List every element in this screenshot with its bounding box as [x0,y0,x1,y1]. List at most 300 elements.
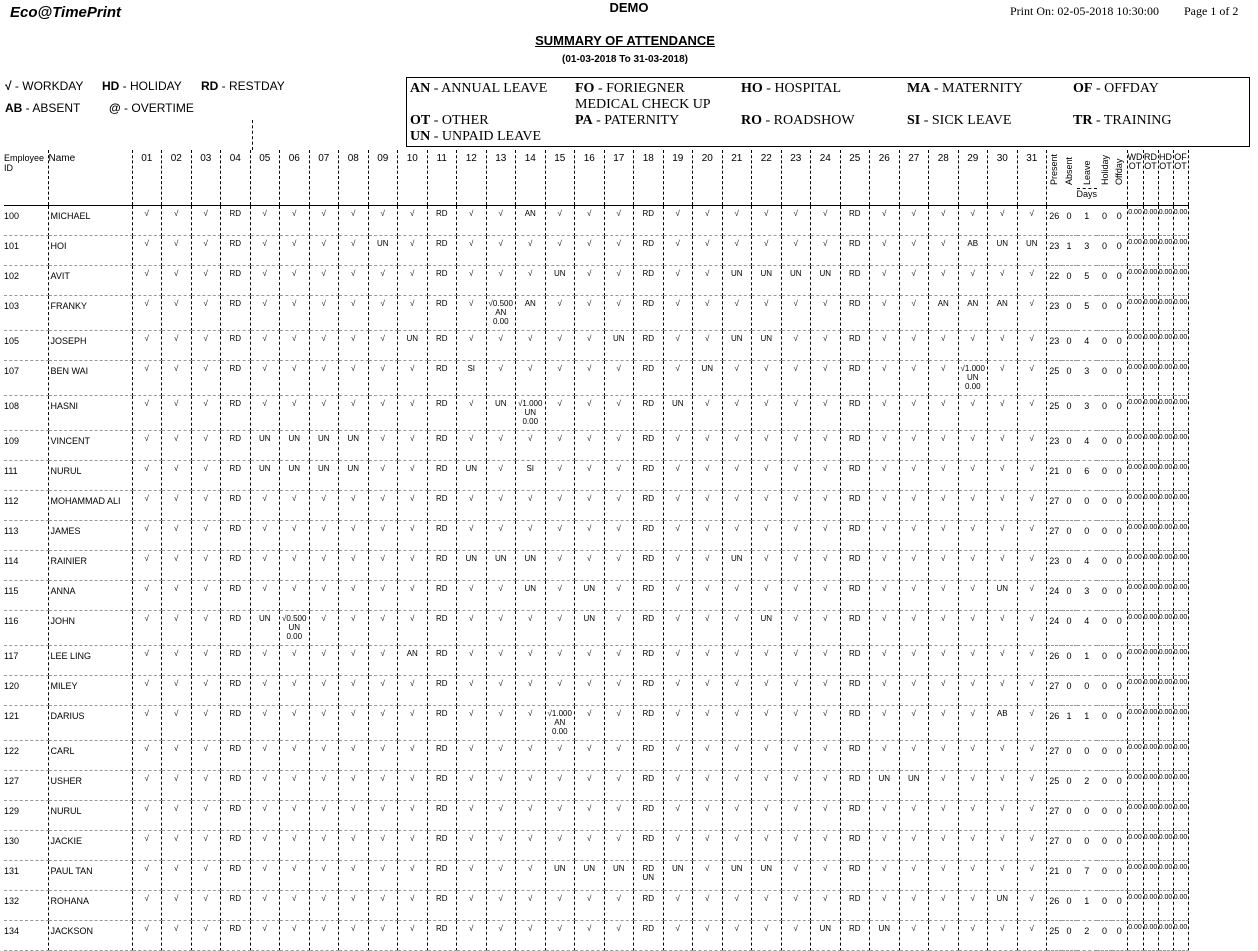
attendance-cell: UN [250,431,280,461]
attendance-cell: √ [339,646,369,676]
attendance-cell: UN [604,861,634,891]
attendance-cell: √ [722,741,752,771]
attendance-cell: RD [221,266,251,296]
employee-id: 132 [4,891,48,921]
attendance-cell: √ [457,331,487,361]
attendance-cell: √ [663,611,693,646]
ot-value: 0.00 [1127,676,1143,706]
attendance-cell: √ [781,296,811,331]
attendance-cell: RD [634,206,664,236]
table-row [4,646,1188,676]
attendance-cell: √ [752,361,782,396]
attendance-cell: UN [722,266,752,296]
attendance-cell: RD [840,461,870,491]
attendance-cell: √ [516,741,546,771]
table-row [4,676,1188,706]
attendance-cell: √ [250,396,280,431]
attendance-cell: √ [132,741,162,771]
attendance-cell: √ [280,891,310,921]
attendance-cell: √ [132,266,162,296]
attendance-cell: √ [899,296,929,331]
attendance-cell: √ [722,361,752,396]
attendance-cell: RD [840,921,870,951]
summary-value: 0 [1112,396,1127,431]
attendance-cell: √ [693,296,723,331]
attendance-cell: √ [339,236,369,266]
summary-value: 0 [1097,921,1112,951]
attendance-cell: √ [958,646,988,676]
attendance-cell: √ [958,831,988,861]
attendance-cell: √ [545,431,575,461]
attendance-cell: √ [575,296,605,331]
attendance-cell: √ [1017,921,1047,951]
attendance-cell: √ [575,206,605,236]
ot-value: 0.00 [1127,861,1143,891]
table-row [4,581,1188,611]
attendance-cell: √ [191,331,221,361]
ot-value: 0.00 [1127,611,1143,646]
summary-value: 0 [1077,521,1098,551]
attendance-cell: RD [427,206,457,236]
summary-value: 5 [1077,296,1098,331]
attendance-cell: AB [988,706,1018,741]
summary-value: 0 [1062,611,1077,646]
attendance-cell: √ [722,706,752,741]
attendance-cell: √ [693,581,723,611]
attendance-cell: √ [870,491,900,521]
summary-value: 0 [1097,206,1112,236]
header-summary-label: Offday [1114,158,1125,185]
attendance-cell: √ [398,396,428,431]
attendance-cell: √ [250,706,280,741]
attendance-cell: √ [191,921,221,951]
attendance-cell: √ [162,831,192,861]
attendance-cell: √ [781,741,811,771]
attendance-cell: √ [545,646,575,676]
attendance-cell: √ [604,521,634,551]
attendance-cell: √ [870,676,900,706]
employee-name: DARIUS [48,706,132,741]
employee-name: FRANKY [48,296,132,331]
attendance-cell: RD [840,771,870,801]
attendance-cell: √ [870,831,900,861]
attendance-cell: √ [899,361,929,396]
attendance-cell: RD [221,861,251,891]
attendance-cell: √ [752,676,782,706]
attendance-cell: √ [191,296,221,331]
header-day: 21 [722,150,752,206]
attendance-cell: √ [486,891,516,921]
attendance-cell: √ [722,206,752,236]
employee-name: PAUL TAN [48,861,132,891]
summary-value: 0 [1077,801,1098,831]
ot-value: 0.00 [1127,431,1143,461]
attendance-cell: √ [693,551,723,581]
header-day: 10 [398,150,428,206]
attendance-cell: AB [958,236,988,266]
attendance-cell: √ [368,741,398,771]
attendance-cell: √ [368,551,398,581]
attendance-cell: √ [191,361,221,396]
attendance-cell: √ [575,676,605,706]
attendance-cell: √ [811,831,841,861]
attendance-cell: RD [427,551,457,581]
attendance-cell: √ [722,296,752,331]
attendance-cell: RD [634,361,664,396]
attendance-cell: √ [988,521,1018,551]
attendance-cell: √ [309,521,339,551]
attendance-cell: √ [486,431,516,461]
attendance-cell: √1.000 AN 0.00 [545,706,575,741]
summary-value: 0 [1112,491,1127,521]
attendance-cell: √ [604,461,634,491]
attendance-cell: √ [516,331,546,361]
attendance-cell: UN [339,431,369,461]
attendance-cell: √ [191,551,221,581]
summary-value: 1 [1062,706,1077,741]
summary-value: 0 [1062,831,1077,861]
attendance-cell: √ [781,491,811,521]
attendance-cell: √ [752,921,782,951]
attendance-cell: √ [457,646,487,676]
summary-value: 24 [1047,611,1062,646]
summary-value: 26 [1047,706,1062,741]
attendance-cell: UN [988,581,1018,611]
attendance-cell: √ [1017,361,1047,396]
attendance-cell: √ [781,461,811,491]
attendance-cell: √ [722,521,752,551]
attendance-cell: √ [781,611,811,646]
employee-name: MILEY [48,676,132,706]
attendance-cell: √ [781,431,811,461]
attendance-cell: √ [1017,431,1047,461]
attendance-cell: √ [250,266,280,296]
attendance-cell: √ [516,236,546,266]
attendance-cell: UN [250,611,280,646]
attendance-cell: √ [309,611,339,646]
employee-id: 115 [4,581,48,611]
attendance-cell: RD [634,461,664,491]
attendance-cell: √ [988,741,1018,771]
attendance-cell: √ [781,771,811,801]
attendance-cell: √ [1017,706,1047,741]
attendance-cell: √ [162,646,192,676]
attendance-cell: RD [427,741,457,771]
attendance-cell: √ [693,646,723,676]
attendance-cell: √ [457,771,487,801]
header-day: 05 [250,150,280,206]
summary-value: 0 [1062,551,1077,581]
attendance-cell: √ [516,646,546,676]
attendance-cell: RD [221,831,251,861]
attendance-cell: √ [309,921,339,951]
separator-line [252,120,253,150]
summary-value: 26 [1047,646,1062,676]
summary-value: 3 [1077,396,1098,431]
attendance-cell: √ [604,206,634,236]
leave-type-legend [406,77,1250,147]
summary-value: 0 [1112,236,1127,266]
attendance-cell: √ [545,891,575,921]
attendance-cell: RD [221,331,251,361]
attendance-cell: √ [752,741,782,771]
ot-value: 0.00 [1143,676,1158,706]
table-row [4,891,1188,921]
attendance-cell: √ [1017,331,1047,361]
leave-type-si: SI - SICK LEAVE [907,113,1012,128]
attendance-cell: √ [368,296,398,331]
summary-value: 0 [1062,431,1077,461]
attendance-cell: RD [221,206,251,236]
employee-id: 113 [4,521,48,551]
attendance-cell: RD [840,581,870,611]
attendance-cell: √ [457,396,487,431]
summary-value: 25 [1047,396,1062,431]
attendance-cell: UN [575,581,605,611]
attendance-cell: √ [545,361,575,396]
attendance-cell: √ [398,741,428,771]
leave-type-un: UN - UNPAID LEAVE [410,129,542,144]
ot-value: 0.00 [1158,396,1173,431]
attendance-cell: RD [634,491,664,521]
attendance-cell: √ [339,521,369,551]
attendance-cell: √ [781,706,811,741]
attendance-cell: √ [693,611,723,646]
attendance-cell: √ [958,706,988,741]
summary-value: 1 [1062,236,1077,266]
print-timestamp: Print On: 02-05-2018 10:30:00 [1010,4,1159,18]
summary-value: 27 [1047,831,1062,861]
ot-value: 0.00 [1173,861,1188,891]
attendance-cell: RD [221,521,251,551]
attendance-cell: RD [221,491,251,521]
attendance-cell: RD [221,646,251,676]
attendance-cell: √ [958,611,988,646]
attendance-cell: √ [899,331,929,361]
attendance-cell: √ [899,431,929,461]
attendance-cell: √ [162,296,192,331]
attendance-cell: √ [1017,801,1047,831]
attendance-cell: √ [280,581,310,611]
attendance-cell: UN [516,581,546,611]
attendance-cell: √ [368,921,398,951]
attendance-cell: √ [486,266,516,296]
attendance-cell: √ [368,581,398,611]
attendance-cell: √ [309,831,339,861]
attendance-cell: √ [693,206,723,236]
attendance-cell: RD [840,611,870,646]
leave-type-fo: FO - FORIEGNER MEDICAL CHECK UP [575,81,711,112]
header-day: 15 [545,150,575,206]
attendance-cell: √ [162,396,192,431]
attendance-cell: √ [663,831,693,861]
attendance-cell: RD [427,801,457,831]
header-day: 11 [427,150,457,206]
attendance-cell: √ [191,831,221,861]
attendance-cell: √ [457,431,487,461]
ot-value: 0.00 [1158,676,1173,706]
attendance-cell: √ [191,646,221,676]
employee-id: 131 [4,861,48,891]
attendance-cell: √ [899,611,929,646]
summary-value: 0 [1112,831,1127,861]
header-name: Name [48,150,132,206]
attendance-cell: RD [840,706,870,741]
attendance-cell: √ [250,551,280,581]
attendance-cell: √0.500 UN 0.00 [280,611,310,646]
attendance-cell: √ [162,236,192,266]
attendance-cell: √ [1017,771,1047,801]
summary-value: 0 [1097,861,1112,891]
attendance-cell: √ [899,801,929,831]
attendance-cell: √ [309,296,339,331]
ot-value: 0.00 [1173,676,1188,706]
ot-value: 0.00 [1158,646,1173,676]
attendance-cell: √ [663,706,693,741]
employee-id: 102 [4,266,48,296]
ot-value: 0.00 [1173,236,1188,266]
attendance-cell: √ [899,266,929,296]
attendance-cell: √ [516,831,546,861]
attendance-cell: √ [693,921,723,951]
attendance-cell: √ [339,891,369,921]
summary-value: 0 [1112,706,1127,741]
attendance-cell: √ [752,801,782,831]
attendance-cell: √ [870,266,900,296]
attendance-cell: RD [427,461,457,491]
leave-type-of: OF - OFFDAY [1073,81,1159,96]
attendance-cell: √ [929,646,959,676]
attendance-cell: √ [368,491,398,521]
attendance-cell: √ [663,801,693,831]
ot-value: 0.00 [1143,236,1158,266]
attendance-cell: √ [929,461,959,491]
table-row [4,236,1188,266]
header-day: 14 [516,150,546,206]
summary-value: 0 [1077,741,1098,771]
attendance-cell: √ [339,266,369,296]
attendance-cell: √ [309,676,339,706]
attendance-cell: √ [368,431,398,461]
attendance-cell: √ [250,581,280,611]
attendance-cell: √ [280,491,310,521]
attendance-cell: √ [545,396,575,431]
attendance-cell: √ [1017,611,1047,646]
attendance-cell: √ [309,891,339,921]
table-row [4,461,1188,491]
attendance-cell: √ [545,771,575,801]
attendance-cell: √ [781,921,811,951]
attendance-cell: √ [722,431,752,461]
header-employee-id: Employee ID [4,150,48,206]
attendance-cell: √ [309,861,339,891]
attendance-cell: √ [752,706,782,741]
attendance-cell: √ [398,361,428,396]
attendance-cell: √ [1017,676,1047,706]
summary-value: 0 [1062,646,1077,676]
header-day: 13 [486,150,516,206]
attendance-cell: RD [840,676,870,706]
attendance-cell: √ [604,801,634,831]
ot-value: 0.00 [1158,296,1173,331]
attendance-cell: √ [339,706,369,741]
attendance-cell: √ [339,741,369,771]
attendance-cell: √ [575,361,605,396]
attendance-cell: RD [840,431,870,461]
attendance-cell: UN [722,551,752,581]
summary-value: 24 [1047,581,1062,611]
attendance-cell: √ [457,706,487,741]
attendance-cell: √ [368,771,398,801]
summary-value: 0 [1077,676,1098,706]
employee-name: BEN WAI [48,361,132,396]
summary-value: 0 [1112,206,1127,236]
ot-value: 0.00 [1173,296,1188,331]
attendance-cell: √ [693,331,723,361]
attendance-cell: √ [162,521,192,551]
attendance-cell: √ [958,581,988,611]
attendance-cell: √ [132,331,162,361]
attendance-cell: √ [339,491,369,521]
attendance-cell: √ [486,361,516,396]
attendance-cell: √ [486,741,516,771]
attendance-cell: √ [752,461,782,491]
summary-value: 0 [1112,581,1127,611]
header-day: 22 [752,150,782,206]
header-day: 29 [958,150,988,206]
employee-name: JACKSON [48,921,132,951]
ot-value: 0.00 [1143,461,1158,491]
attendance-cell: √ [1017,581,1047,611]
attendance-cell: √ [368,801,398,831]
attendance-cell: √ [575,491,605,521]
attendance-cell: √ [604,236,634,266]
summary-value: 27 [1047,521,1062,551]
attendance-cell: √ [250,361,280,396]
attendance-cell: √ [752,431,782,461]
ot-value: 0.00 [1127,206,1143,236]
employee-id: 101 [4,236,48,266]
summary-value: 0 [1097,266,1112,296]
attendance-cell: √ [929,236,959,266]
attendance-cell: AN [516,206,546,236]
table-row [4,551,1188,581]
attendance-cell: √ [280,331,310,361]
attendance-cell: √ [486,831,516,861]
attendance-cell: √ [280,706,310,741]
ot-value: 0.00 [1127,331,1143,361]
summary-value: 0 [1062,491,1077,521]
attendance-cell: √ [811,396,841,431]
attendance-cell: √ [693,891,723,921]
attendance-cell: √ [663,206,693,236]
ot-value: 0.00 [1143,861,1158,891]
attendance-cell: √ [722,771,752,801]
attendance-cell: √ [870,461,900,491]
attendance-cell: √ [398,581,428,611]
attendance-cell: RD [634,431,664,461]
attendance-cell: RD [840,266,870,296]
summary-value: 26 [1047,891,1062,921]
attendance-cell: √ [899,206,929,236]
summary-value: 0 [1062,461,1077,491]
attendance-cell: √ [693,461,723,491]
attendance-cell: √ [722,581,752,611]
ot-value: 0.00 [1158,236,1173,266]
header-day: 07 [309,150,339,206]
attendance-cell: √ [162,801,192,831]
summary-value: 0 [1112,461,1127,491]
